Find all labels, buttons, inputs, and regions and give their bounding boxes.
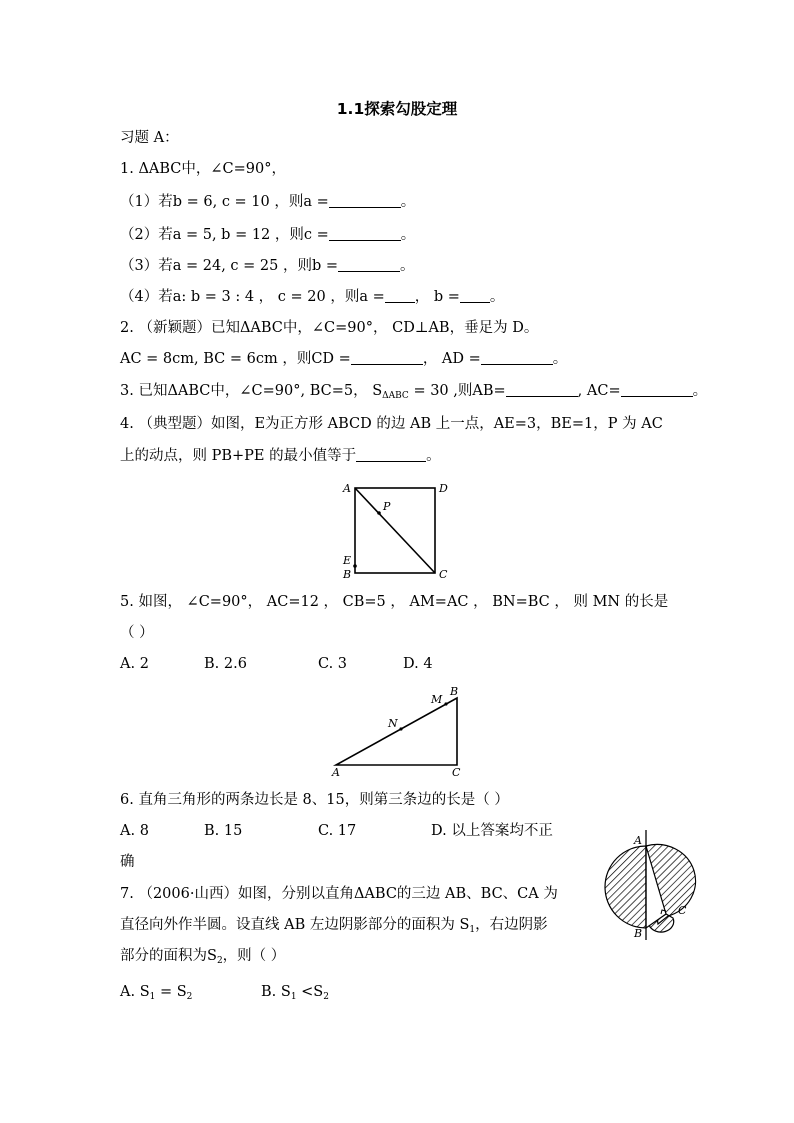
q6-line1: 6. 直角三角形的两条边长是 8、15，则第三条边的长是（ ） bbox=[120, 792, 509, 808]
point-n bbox=[399, 727, 402, 730]
period: 。 bbox=[400, 258, 415, 274]
subscript: 2 bbox=[186, 992, 193, 1002]
label-m: M bbox=[431, 693, 443, 706]
answer-blank[interactable] bbox=[351, 350, 423, 365]
q2-line2 bbox=[120, 349, 567, 369]
subscript: 2 bbox=[216, 956, 223, 966]
q1-stem: 1. ΔABC中，∠C=90°， bbox=[120, 161, 286, 177]
page-title: 1.1探索勾股定理 bbox=[336, 100, 458, 118]
answer-blank[interactable] bbox=[338, 257, 400, 272]
answer-blank[interactable] bbox=[460, 288, 490, 303]
label-a: A bbox=[343, 482, 351, 495]
q2-line2-text: AC = 8cm, BC = 6cm ，则CD = bbox=[120, 351, 351, 367]
right-triangle-abc bbox=[336, 698, 457, 765]
left-semicircle-shaded bbox=[605, 846, 646, 928]
q6-option-d[interactable]: D. 以上答案均不正 bbox=[431, 823, 553, 839]
label-p: P bbox=[383, 500, 391, 513]
q7-line2-text-b: ，右边阴影 bbox=[475, 917, 548, 933]
q3-subscript: ΔABC bbox=[382, 391, 409, 401]
q5-option-d[interactable]: D. 4 bbox=[403, 656, 433, 672]
q2-line2-text-b: ， AD = bbox=[422, 351, 481, 367]
period: 。 bbox=[692, 383, 708, 399]
option-text: = S bbox=[155, 984, 187, 1000]
label-d: D bbox=[439, 482, 448, 495]
subscript: 2 bbox=[323, 992, 329, 1002]
q4-line2-text: 上的动点，则 PB+PE 的最小值等于 bbox=[120, 448, 357, 464]
label-a: A bbox=[634, 834, 642, 847]
point-p bbox=[377, 511, 381, 515]
label-b: B bbox=[450, 685, 459, 698]
label-a: A bbox=[332, 766, 340, 779]
label-c: C bbox=[452, 766, 461, 779]
period: 。 bbox=[426, 448, 441, 464]
q5-option-c[interactable]: C. 3 bbox=[318, 656, 348, 672]
subscript: 1 bbox=[290, 992, 297, 1002]
period: 。 bbox=[400, 194, 416, 210]
diagonal-ac bbox=[355, 488, 435, 573]
q1-part3-text: （3）若a = 24, c = 25 ，则b = bbox=[120, 258, 338, 274]
q7-line3 bbox=[120, 946, 285, 971]
q3-text: 3. 已知ΔABC中，∠C=90°, BC=5， S bbox=[120, 383, 383, 399]
label-b: B bbox=[343, 568, 352, 581]
q7-line2-text: 直径向外作半圆。设直线 AB 左边阴影部分的面积为 S bbox=[120, 917, 470, 933]
q2-line1: 2. （新颖题）已知ΔABC中，∠C=90°， CD⊥AB，垂足为 D。 bbox=[120, 320, 539, 336]
section-label: 习题 A： bbox=[120, 130, 179, 146]
q1-part4 bbox=[120, 287, 504, 307]
q4-line1: 4. （典型题）如图，E为正方形 ABCD 的边 AB 上一点，AE=3，BE=1，P 为 AC bbox=[120, 416, 663, 432]
label-c: C bbox=[678, 904, 687, 917]
answer-blank[interactable] bbox=[329, 193, 401, 208]
q4-line2 bbox=[120, 446, 441, 466]
answer-blank[interactable] bbox=[621, 382, 693, 397]
q7-option-a[interactable] bbox=[120, 982, 192, 1007]
q6-option-b[interactable]: B. 15 bbox=[204, 823, 243, 839]
period: 。 bbox=[552, 351, 568, 367]
q1-part4-text: （4）若a: b = 3 : 4 ， c = 20 ，则a = bbox=[120, 289, 385, 305]
square-figure bbox=[335, 478, 460, 583]
q3-text-b: = 30 ,则AB= bbox=[413, 383, 506, 399]
q7-option-b[interactable] bbox=[261, 982, 329, 1007]
answer-blank[interactable] bbox=[329, 226, 401, 241]
q1-part1 bbox=[120, 192, 415, 212]
period: 。 bbox=[400, 227, 416, 243]
answer-blank[interactable] bbox=[481, 350, 553, 365]
option-text: <S bbox=[296, 984, 324, 1000]
q5-line1: 5. 如图， ∠C=90°， AC=12 ， CB=5 ， AM=AC ， BN=BC ， 则 MN 的长是 bbox=[120, 594, 669, 610]
label-e: E bbox=[343, 554, 352, 567]
subscript: 1 bbox=[149, 992, 156, 1002]
q1-part2 bbox=[120, 225, 415, 245]
point-m bbox=[444, 702, 447, 705]
q3-line bbox=[120, 381, 707, 406]
q7-line1: 7. （2006·山西）如图，分别以直角ΔABC的三边 AB、BC、CA 为 bbox=[120, 886, 558, 902]
point-e bbox=[353, 564, 357, 568]
answer-blank[interactable] bbox=[356, 447, 426, 462]
semicircle-figure bbox=[598, 824, 708, 944]
option-text: B. S bbox=[261, 984, 291, 1000]
q5-option-a[interactable]: A. 2 bbox=[120, 656, 149, 672]
triangle-figure bbox=[328, 684, 468, 779]
q6-continuation: 确 bbox=[120, 854, 135, 870]
q6-option-c[interactable]: C. 17 bbox=[318, 823, 357, 839]
answer-blank[interactable] bbox=[385, 288, 415, 303]
q7-line2 bbox=[120, 915, 548, 940]
label-b: B bbox=[634, 927, 643, 940]
option-text: A. S bbox=[120, 984, 150, 1000]
q7-line3-text-b: ，则（ ） bbox=[222, 948, 286, 964]
label-n: N bbox=[388, 717, 398, 730]
q6-option-a[interactable]: A. 8 bbox=[120, 823, 149, 839]
q3-text-c: , AC= bbox=[577, 383, 621, 399]
q5-option-b[interactable]: B. 2.6 bbox=[204, 656, 247, 672]
period: 。 bbox=[489, 289, 505, 305]
answer-blank[interactable] bbox=[506, 382, 578, 397]
q1-part4-text-b: ， b = bbox=[414, 289, 460, 305]
subscript: 1 bbox=[469, 925, 476, 935]
q1-part3 bbox=[120, 256, 415, 276]
label-c: C bbox=[439, 568, 448, 581]
q1-part2-text: （2）若a = 5, b = 12 ，则c = bbox=[120, 227, 329, 243]
q7-line3-text: 部分的面积为S bbox=[120, 948, 217, 964]
q5-line2: （ ） bbox=[120, 625, 154, 641]
q1-part1-text: （1）若b = 6, c = 10 ，则a = bbox=[120, 194, 329, 210]
